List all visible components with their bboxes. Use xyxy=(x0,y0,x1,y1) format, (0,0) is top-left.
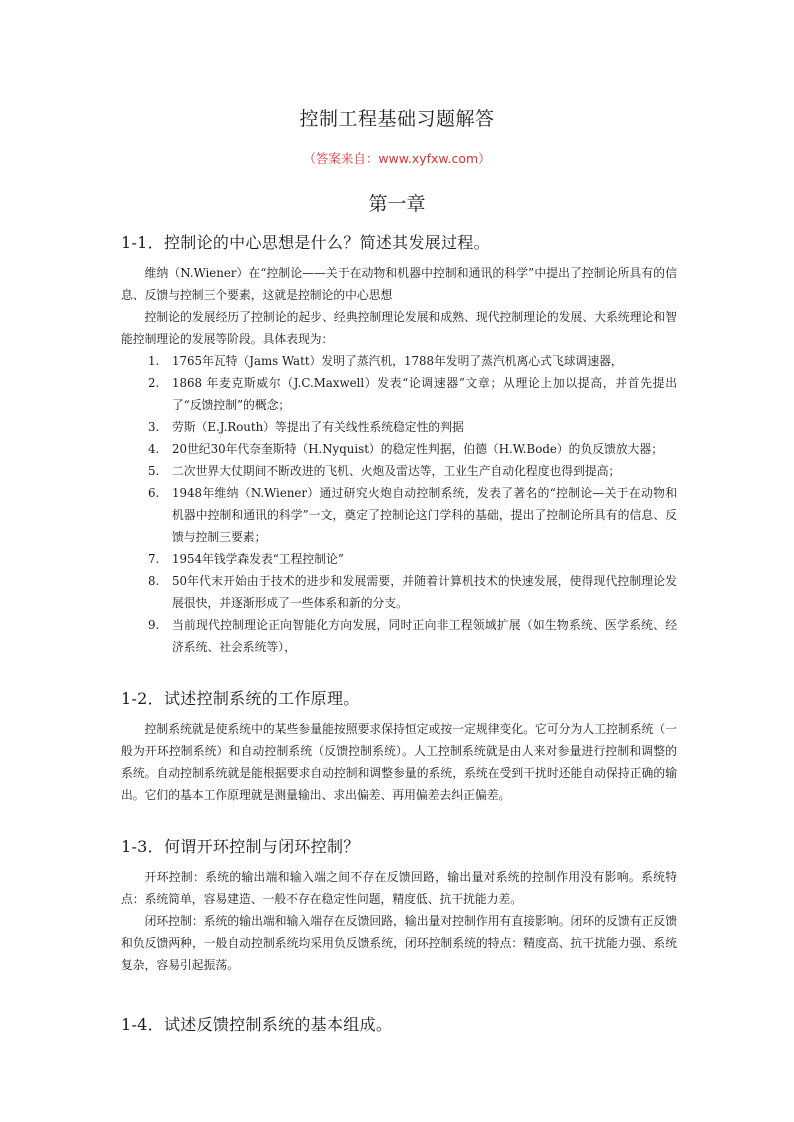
list-text: 当前现代控制理论正向智能化方向发展，同时正向非工程领域扩展（如生物系统、医学系统、经济系统、社会系统等）， xyxy=(172,618,677,654)
list-number: 8. xyxy=(148,574,160,588)
list-text: 50年代末开始由于技术的进步和发展需要，并随着计算机技术的快速发展，使得现代控制理论发展很快，并逐渐形成了一些体系和新的分支。 xyxy=(172,574,677,610)
list-number: 6. xyxy=(148,486,160,500)
section-heading-1-1: 1-1．控制论的中心思想是什么？简述其发展过程。 xyxy=(121,233,490,252)
list-text: 劳斯（E.J.Routh）等提出了有关线性系统稳定性的判据 xyxy=(172,420,464,434)
paragraph: 开环控制：系统的输出端和输入端之间不存在反馈回路，输出量对系统的控制作用没有影响。系统特点：系统简单，容易建造、一般不存在稳定性问题，精度低、抗干扰能力差。 xyxy=(121,870,677,906)
list-item xyxy=(121,460,677,482)
list-number: 9. xyxy=(148,618,160,632)
list-item xyxy=(121,372,677,416)
list-item xyxy=(121,614,677,658)
section-heading-1-4: 1-4．试述反馈控制系统的基本组成。 xyxy=(121,1015,393,1034)
list-item xyxy=(121,416,677,438)
list-number: 5. xyxy=(148,464,160,478)
list-text: 二次世界大仗期间不断改进的飞机、火炮及雷达等，工业生产自动化程度也得到提高； xyxy=(172,464,621,478)
list-number: 7. xyxy=(148,552,160,566)
list-item xyxy=(121,438,677,460)
section-heading-1-3: 1-3．何谓开环控制与闭环控制？ xyxy=(121,837,360,856)
list-text: 1954年钱学森发表“工程控制论” xyxy=(172,552,344,566)
list-item xyxy=(121,350,677,372)
list-number: 1. xyxy=(148,354,160,368)
list-item xyxy=(121,548,677,570)
list-number: 4. xyxy=(148,442,160,456)
history-list xyxy=(121,350,677,658)
paragraph: 闭环控制：系统的输出端和输入端存在反馈回路，输出量对控制作用有直接影响。闭环的反馈有正反馈和负反馈两种，一般自动控制系统均采用负反馈系统，闭环控制系统的特点：精度高、抗干扰能力强、系统复杂，容易引起振荡。 xyxy=(121,914,677,972)
list-item xyxy=(121,570,677,614)
chapter-heading: 第一章 xyxy=(368,193,426,215)
paragraph: 维纳（N.Wiener）在“控制论——关于在动物和机器中控制和通讯的科学”中提出了控制论所具有的信息、反馈与控制三个要素，这就是控制论的中心思想 xyxy=(121,266,677,302)
paragraph: 控制论的发展经历了控制论的起步、经典控制理论发展和成熟、现代控制理论的发展、大系统理论和智能控制理论的发展等阶段。具体表现为： xyxy=(121,310,677,346)
list-text: 20世纪30年代奈奎斯特（H.Nyquist）的稳定性判据，伯德（H.W.Bode）的负反馈放大器； xyxy=(172,442,664,456)
list-number: 3. xyxy=(148,420,160,434)
paragraph: 控制系统就是使系统中的某些参量能按照要求保持恒定或按一定规律变化。它可分为人工控制系统（一般为开环控制系统）和自动控制系统（反馈控制系统）。人工控制系统就是由人来对参量进行控制和调整的系统。自动控制系统就是能根据要求自动控制和调整参量的系统，系统在受到干扰时还能自动保持正确的输出。它们的基本工作原理就是测量输出、求出偏差、再用偏差去纠正偏差。 xyxy=(121,722,677,802)
list-text: 1765年瓦特（Jams Watt）发明了蒸汽机，1788年发明了蒸汽机离心式飞球调速器， xyxy=(172,354,623,368)
list-number: 2. xyxy=(148,376,160,390)
section-heading-1-2: 1-2．试述控制系统的工作原理。 xyxy=(121,689,360,708)
document-title: 控制工程基础习题解答 xyxy=(299,108,495,130)
answer-source-link[interactable]: （答案来自：www.xyfxw.com） xyxy=(303,151,491,166)
list-text: 1948年维纳（N.Wiener）通过研究火炮自动控制系统，发表了著名的“控制论—关于在动物和机器中控制和通讯的科学”一文，奠定了控制论这门学科的基础，提出了控制论所具有的信息、反馈与控制三要素； xyxy=(172,486,677,544)
list-item xyxy=(121,482,677,548)
list-text: 1868 年麦克斯威尔（J.C.Maxwell）发表“论调速器”文章；从理论上加以提高，并首先提出了“反馈控制”的概念； xyxy=(172,376,677,412)
